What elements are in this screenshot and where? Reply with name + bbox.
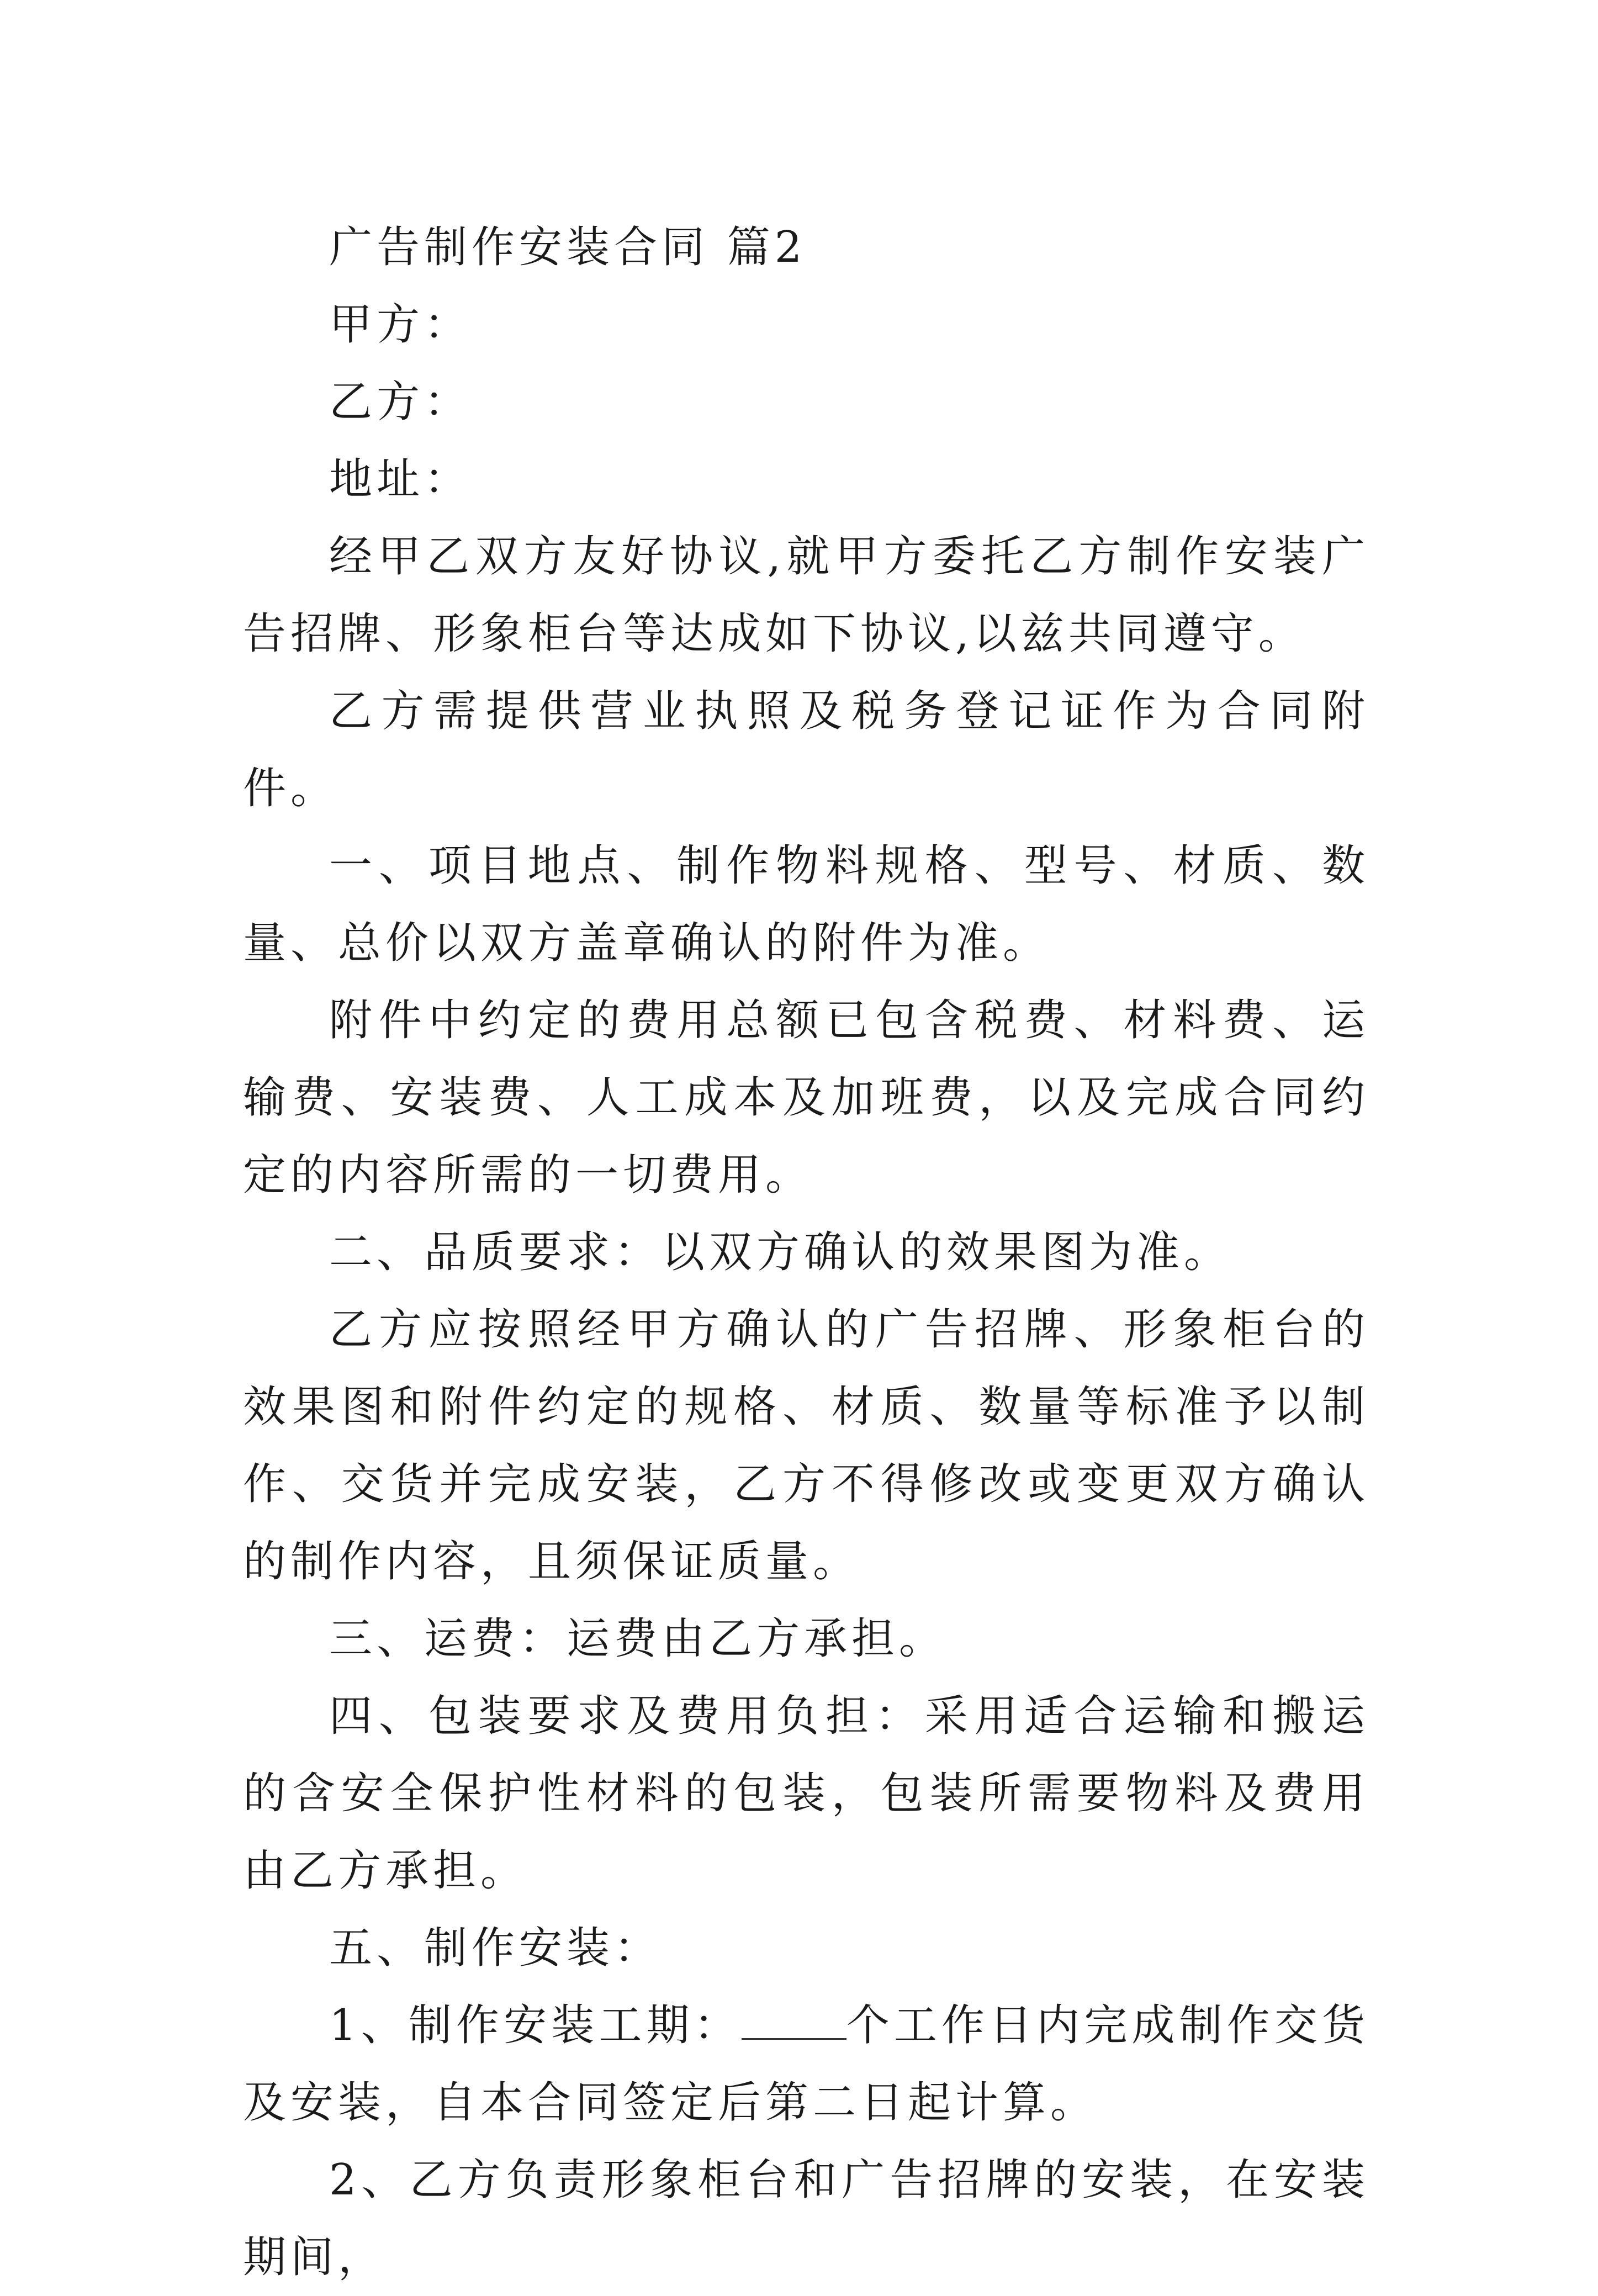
schedule-label: 1、制作安装工期： xyxy=(329,2001,742,2050)
paragraph-clause-1: 一、项目地点、制作物料规格、型号、材质、数量、总价以双方盖章确认的附件为准。 xyxy=(243,841,1369,968)
address-field: 地址： xyxy=(329,454,472,504)
paragraph-clause-5: 五、制作安装： xyxy=(329,1923,662,1973)
party-b-field: 乙方： xyxy=(329,377,472,427)
workdays-blank xyxy=(742,1999,846,2040)
paragraph-intro: 经甲乙双方友好协议,就甲方委托乙方制作安装广告招牌、形象柜台等达成如下协议,以兹共同遵守。 xyxy=(243,532,1369,659)
contract-title: 广告制作安装合同 篇2 xyxy=(329,223,807,272)
schedule-text: 个工作日内完成制作交货及安装，自本合同签定后第二日起计算。 xyxy=(243,2001,1369,2128)
paragraph-fees: 附件中约定的费用总额已包含税费、材料费、运输费、安装费、人工成本及加班费，以及完成合同约定的内容所需的一切费用。 xyxy=(243,996,1369,1200)
party-a-field: 甲方： xyxy=(329,300,472,350)
paragraph-clause-4: 四、包装要求及费用负担：采用适合运输和搬运的含安全保护性材料的包装，包装所需要物料及费用由乙方承担。 xyxy=(243,1691,1369,1896)
contract-body xyxy=(243,209,1369,2296)
paragraph-installation: 2、乙方负责形象柜台和广告招牌的安装，在安装期间， xyxy=(243,2155,1369,2282)
paragraph-schedule xyxy=(243,1987,1369,2141)
paragraph-clause-2: 二、品质要求：以双方确认的效果图为准。 xyxy=(329,1228,1232,1277)
paragraph-license: 乙方需提供营业执照及税务登记证作为合同附件。 xyxy=(243,686,1369,813)
paragraph-quality: 乙方应按照经甲方确认的广告招牌、形象柜台的效果图和附件约定的规格、材质、数量等标准予以制作、交货并完成安装，乙方不得修改或变更双方确认的制作内容，且须保证质量。 xyxy=(243,1305,1369,1586)
paragraph-clause-3: 三、运费：运费由乙方承担。 xyxy=(329,1614,947,1664)
